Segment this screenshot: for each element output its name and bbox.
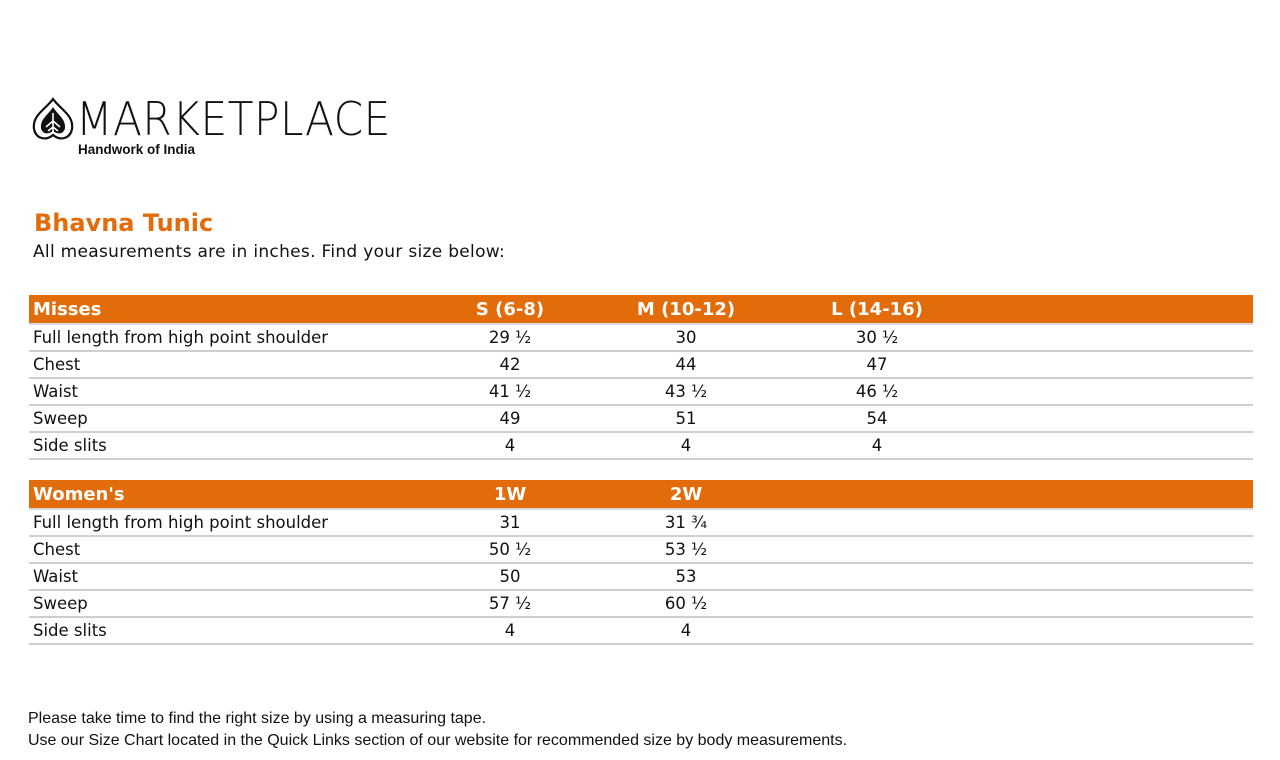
- row-label: Waist: [33, 382, 79, 401]
- table-header: Misses S (6-8) M (10-12) L (14-16): [29, 295, 1253, 325]
- leaf-logo-icon: [30, 97, 76, 143]
- brand-logo: [30, 92, 410, 165]
- row-label: Sweep: [33, 594, 88, 613]
- table-header: Women's 1W 2W: [29, 480, 1253, 510]
- table-row: Chest 50 ½ 53 ½: [29, 537, 1253, 564]
- womens-size-table: [29, 480, 1253, 645]
- table-row: Waist 41 ½ 43 ½ 46 ½: [29, 379, 1253, 406]
- row-label: Chest: [33, 355, 81, 374]
- misses-size-table: [29, 295, 1253, 460]
- table-row: Waist 50 53: [29, 564, 1253, 591]
- table-row: Side slits 4 4: [29, 618, 1253, 645]
- row-label: Waist: [33, 567, 79, 586]
- row-label: Sweep: [33, 409, 88, 428]
- table-row: Full length from high point shoulder 29 ½ 30 30 ½: [29, 325, 1253, 352]
- row-label: Full length from high point shoulder: [33, 513, 329, 532]
- row-label: Side slits: [33, 436, 107, 455]
- header-cell: Women's: [33, 484, 125, 505]
- table-row: Full length from high point shoulder 31 31 ¾: [29, 510, 1253, 537]
- page-subtitle: All measurements are in inches. Find your size below:: [33, 242, 506, 262]
- row-label: Full length from high point shoulder: [33, 328, 329, 347]
- footnote-measuring: Please take time to find the right size by using a measuring tape.: [28, 710, 487, 727]
- page-title: Bhavna Tunic: [34, 209, 214, 237]
- table-row: Sweep 49 51 54: [29, 406, 1253, 433]
- table-row: Side slits 4 4 4: [29, 433, 1253, 460]
- table-row: Sweep 57 ½ 60 ½: [29, 591, 1253, 618]
- brand-tagline: Handwork of India: [78, 142, 196, 157]
- footnote-size-chart: Use our Size Chart located in the Quick Links section of our website for recommended size by body measurements.: [28, 732, 848, 749]
- table-row: Chest 42 44 47: [29, 352, 1253, 379]
- header-cell: Misses: [33, 299, 102, 320]
- row-label: Side slits: [33, 621, 107, 640]
- row-label: Chest: [33, 540, 81, 559]
- brand-name: MARKETPLACE: [76, 92, 391, 146]
